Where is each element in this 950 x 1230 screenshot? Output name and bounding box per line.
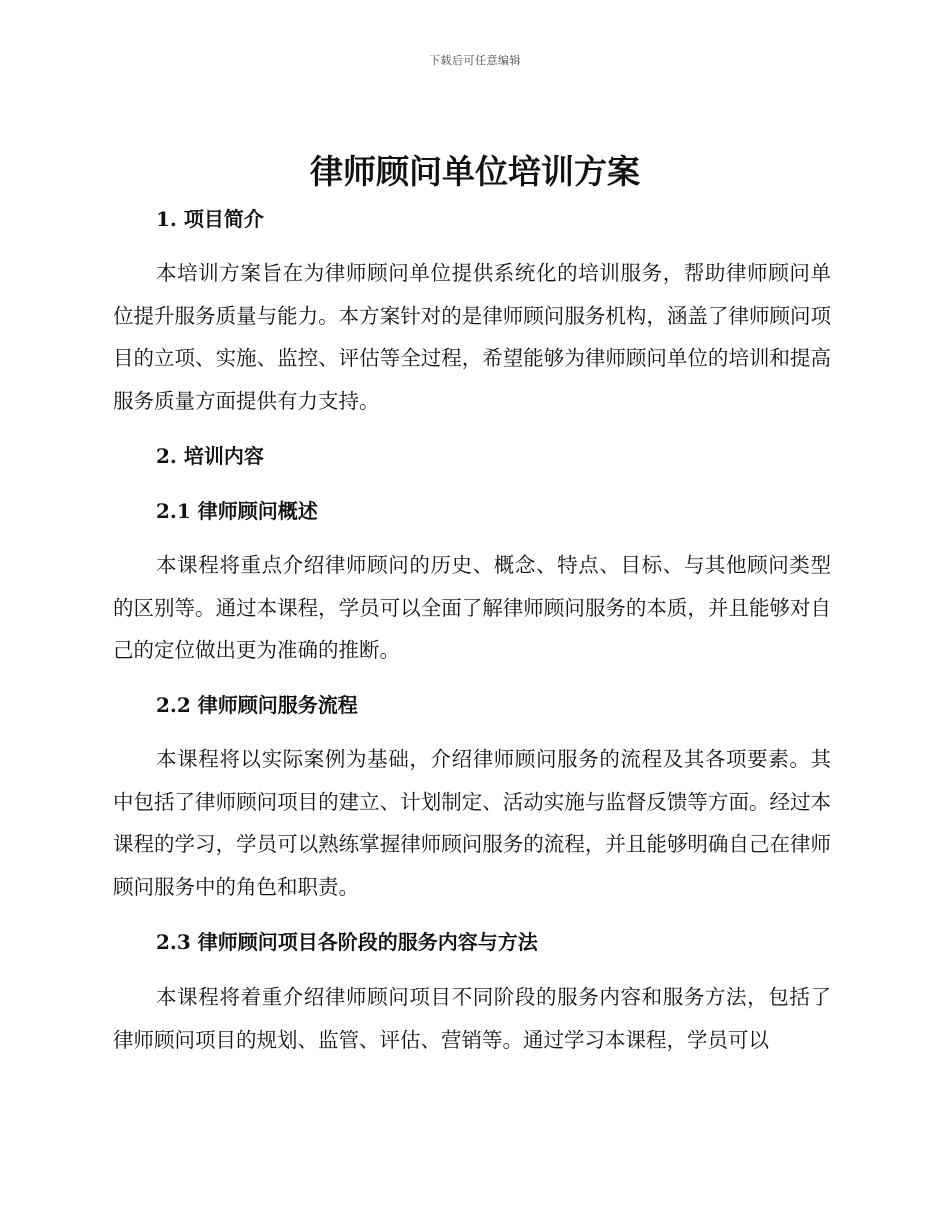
section-heading-overview: 2.1 律师顾问概述 (156, 499, 318, 523)
section-paragraph-project-intro: 本培训方案旨在为律师顾问单位提供系统化的培训服务，帮助律师顾问单位提升服务质量与能力。本方案针对的是律师顾问服务机构，涵盖了律师顾问项目的立项、实施、监控、评估等全过程，希望能够为律师顾问单位的培训和提高服务质量方面提供有力支持。 (113, 261, 831, 413)
section-heading-stage-services: 2.3 律师顾问项目各阶段的服务内容与方法 (156, 930, 538, 954)
section-paragraph-service-process: 本课程将以实际案例为基础，介绍律师顾问服务的流程及其各项要素。其中包括了律师顾问项目的建立、计划制定、活动实施与监督反馈等方面。经过本课程的学习，学员可以熟练掌握律师顾问服务的流程，并且能够明确自己在律师顾问服务中的角色和职责。 (113, 747, 831, 899)
section-paragraph-stage-services: 本课程将着重介绍律师顾问项目不同阶段的服务内容和服务方法，包括了律师顾问项目的规划、监管、评估、营销等。通过学习本课程，学员可以 (113, 985, 831, 1052)
document-title: 律师顾问单位培训方案 (310, 152, 640, 191)
section-heading-training-content: 2. 培训内容 (156, 444, 264, 468)
section-heading-service-process: 2.2 律师顾问服务流程 (156, 693, 358, 717)
section-paragraph-overview: 本课程将重点介绍律师顾问的历史、概念、特点、目标、与其他顾问类型的区别等。通过本课程，学员可以全面了解律师顾问服务的本质，并且能够对自己的定位做出更为准确的推断。 (113, 553, 831, 662)
section-heading-project-intro: 1. 项目简介 (156, 207, 264, 231)
page-header-note: 下载后可任意编辑 (429, 54, 521, 67)
